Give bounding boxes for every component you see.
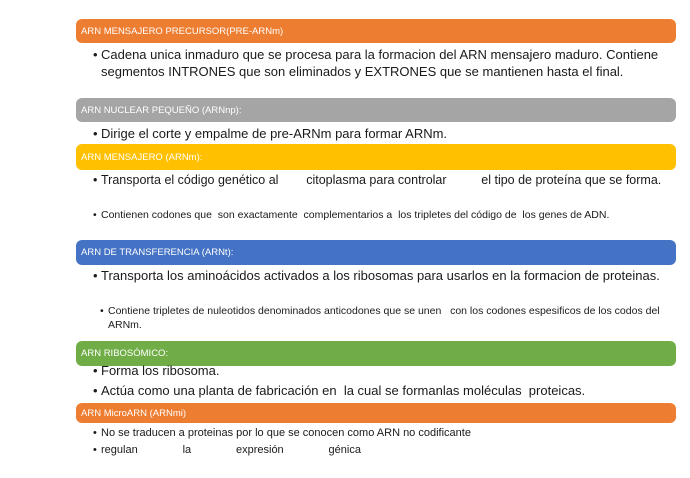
section-header-arnr: ARN RIBOSÓMICO: — [76, 341, 676, 366]
bullet: • — [93, 444, 97, 456]
bullet: • — [93, 126, 98, 141]
item-text: Contienen codones que son exactamente complementarios a los tripletes del código de los genes de ADN. — [101, 209, 610, 221]
bullet: • — [93, 209, 97, 221]
bullet: • — [93, 47, 98, 62]
word: expresión — [235, 444, 284, 456]
item-text: Actúa como una planta de fabricación en la cual se formanlas moléculas proteicas. — [101, 383, 586, 398]
word: regulan — [101, 444, 138, 456]
item-text: Forma los ribosoma. — [101, 363, 220, 378]
bullet: • — [93, 268, 98, 283]
bullet: • — [93, 363, 98, 378]
item-text: Cadena unica inmaduro que se procesa para la formacion del ARN mensajero maduro. Contiene segmentos INTRONES que son eliminados y EXTRONES que se mantienen hasta el final. — [101, 47, 659, 79]
list-item — [93, 125, 678, 142]
list-item — [93, 362, 678, 379]
item-text: Transporta los aminoácidos activados a los ribosomas para usarlos en la formacion de proteinas. — [101, 268, 660, 283]
list-item — [100, 304, 678, 332]
list-item — [93, 172, 678, 189]
item-text: Transporta el código genético al citoplasma para controlar el tipo de proteína que se forma. — [101, 173, 662, 187]
item-text — [93, 443, 361, 457]
bullet: • — [93, 173, 98, 187]
list-item — [93, 267, 678, 284]
section-header-pre-arnm: ARN MENSAJERO PRECURSOR(PRE-ARNm) — [76, 19, 676, 43]
list-item — [93, 443, 678, 457]
list-item — [93, 46, 678, 80]
section-header-arnmi: ARN MicroARN (ARNmi) — [76, 403, 676, 423]
bullet: • — [93, 427, 97, 439]
word: génica — [328, 444, 361, 456]
item-text: Contiene tripletes de nuleotidos denominados anticodones que se unen con los codones espesificos de los codos del ARNm. — [108, 305, 662, 331]
word: la — [182, 444, 192, 456]
section-header-arnt: ARN DE TRANSFERENCIA (ARNt): — [76, 240, 676, 265]
bullet: • — [100, 305, 104, 317]
section-header-arnnp: ARN NUCLEAR PEQUEÑO (ARNnp): — [76, 98, 676, 122]
section-header-arnm: ARN MENSAJERO (ARNm): — [76, 144, 676, 170]
list-item — [93, 426, 678, 440]
bullet: • — [93, 383, 98, 398]
item-text: Dirige el corte y empalme de pre-ARNm para formar ARNm. — [101, 126, 448, 141]
list-item — [93, 382, 678, 399]
item-text: No se traducen a proteinas por lo que se conocen como ARN no codificante — [101, 427, 471, 439]
list-item — [93, 208, 678, 222]
